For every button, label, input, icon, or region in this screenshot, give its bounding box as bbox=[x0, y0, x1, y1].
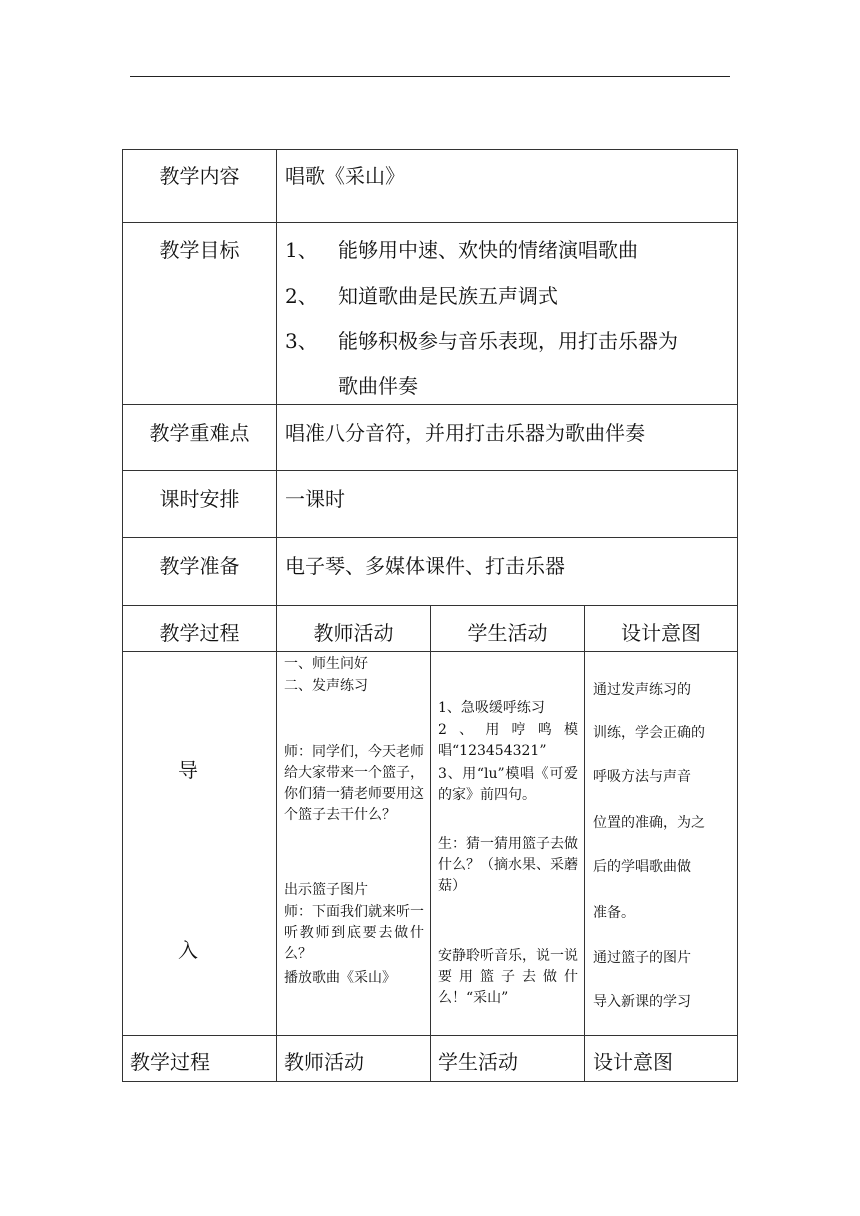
preparation-value: 电子琴、多媒体课件、打击乐器 bbox=[285, 554, 565, 578]
student-guess: 生：猜一猜用篮子去做什么？（摘水果、采蘑菇） bbox=[438, 836, 578, 894]
schedule-label: 课时安排 bbox=[159, 487, 240, 511]
teacher-greeting: 一、师生问好 bbox=[284, 656, 368, 672]
teacher-vocal-practice: 二、发声练习 bbox=[284, 678, 368, 694]
key-points-label: 教学重难点 bbox=[149, 421, 250, 445]
goal-3-text: 能够积极参与音乐表现，用打击乐器为 bbox=[338, 329, 678, 353]
process-footer-teacher: 教师活动 bbox=[284, 1050, 364, 1074]
intro-stage-char-1: 导 bbox=[178, 758, 198, 782]
student-humming: 2、用哼鸣模唱“123454321” bbox=[438, 722, 578, 759]
teacher-play-song: 播放歌曲《采山》 bbox=[284, 970, 396, 986]
student-breathing: 1、急吸缓呼练习 bbox=[438, 700, 545, 716]
key-points-value: 唱准八分音符，并用打击乐器为歌曲伴奏 bbox=[285, 421, 645, 445]
intent-line-1: 通过发声练习的 bbox=[593, 682, 691, 698]
process-footer-student: 学生活动 bbox=[438, 1050, 518, 1074]
content-label: 教学内容 bbox=[159, 164, 240, 188]
goals-label: 教学目标 bbox=[159, 238, 240, 262]
goal-3-number: 3、 bbox=[285, 329, 318, 353]
intent-line-2: 训练，学会正确的 bbox=[593, 725, 705, 741]
goal-1-number: 1、 bbox=[285, 238, 318, 262]
intro-stage-char-2: 入 bbox=[178, 938, 198, 962]
student-lu-singing: 3、用“lu”模唱《可爱的家》前四句。 bbox=[438, 766, 578, 803]
intent-line-7: 通过篮子的图片 bbox=[593, 950, 691, 966]
intent-line-3: 呼吸方法与声音 bbox=[593, 769, 691, 785]
preparation-label: 教学准备 bbox=[159, 554, 240, 578]
process-footer-intent: 设计意图 bbox=[593, 1050, 673, 1074]
goal-3-continuation: 歌曲伴奏 bbox=[338, 374, 418, 398]
process-footer-stage: 教学过程 bbox=[130, 1050, 210, 1074]
intent-line-4: 位置的准确，为之 bbox=[593, 815, 705, 831]
student-listen: 安静聆听音乐，说一说要用篮子去做什么！“采山” bbox=[438, 948, 578, 1006]
goal-2-text: 知道歌曲是民族五声调式 bbox=[338, 284, 558, 308]
header-rule bbox=[130, 76, 730, 77]
process-header-teacher: 教师活动 bbox=[313, 621, 394, 645]
intent-line-6: 准备。 bbox=[593, 905, 635, 921]
process-header-stage: 教学过程 bbox=[159, 621, 240, 645]
goal-1-text: 能够用中速、欢快的情绪演唱歌曲 bbox=[338, 238, 638, 262]
teacher-basket-question: 师：同学们，今天老师给大家带来一个篮子，你们猜一猜老师要用这个篮子去干什么？ bbox=[284, 744, 424, 823]
intent-line-5: 后的学唱歌曲做 bbox=[593, 859, 691, 875]
goal-2-number: 2、 bbox=[285, 284, 318, 308]
content-value: 唱歌《采山》 bbox=[285, 164, 405, 188]
intent-line-8: 导入新课的学习 bbox=[593, 994, 691, 1010]
teacher-show-picture: 出示篮子图片 bbox=[284, 882, 368, 898]
process-header-intent: 设计意图 bbox=[621, 621, 701, 645]
process-header-student: 学生活动 bbox=[467, 621, 548, 645]
schedule-value: 一课时 bbox=[285, 487, 345, 511]
teacher-listen-prompt: 师：下面我们就来听一听教师到底要去做什么？ bbox=[284, 904, 424, 962]
